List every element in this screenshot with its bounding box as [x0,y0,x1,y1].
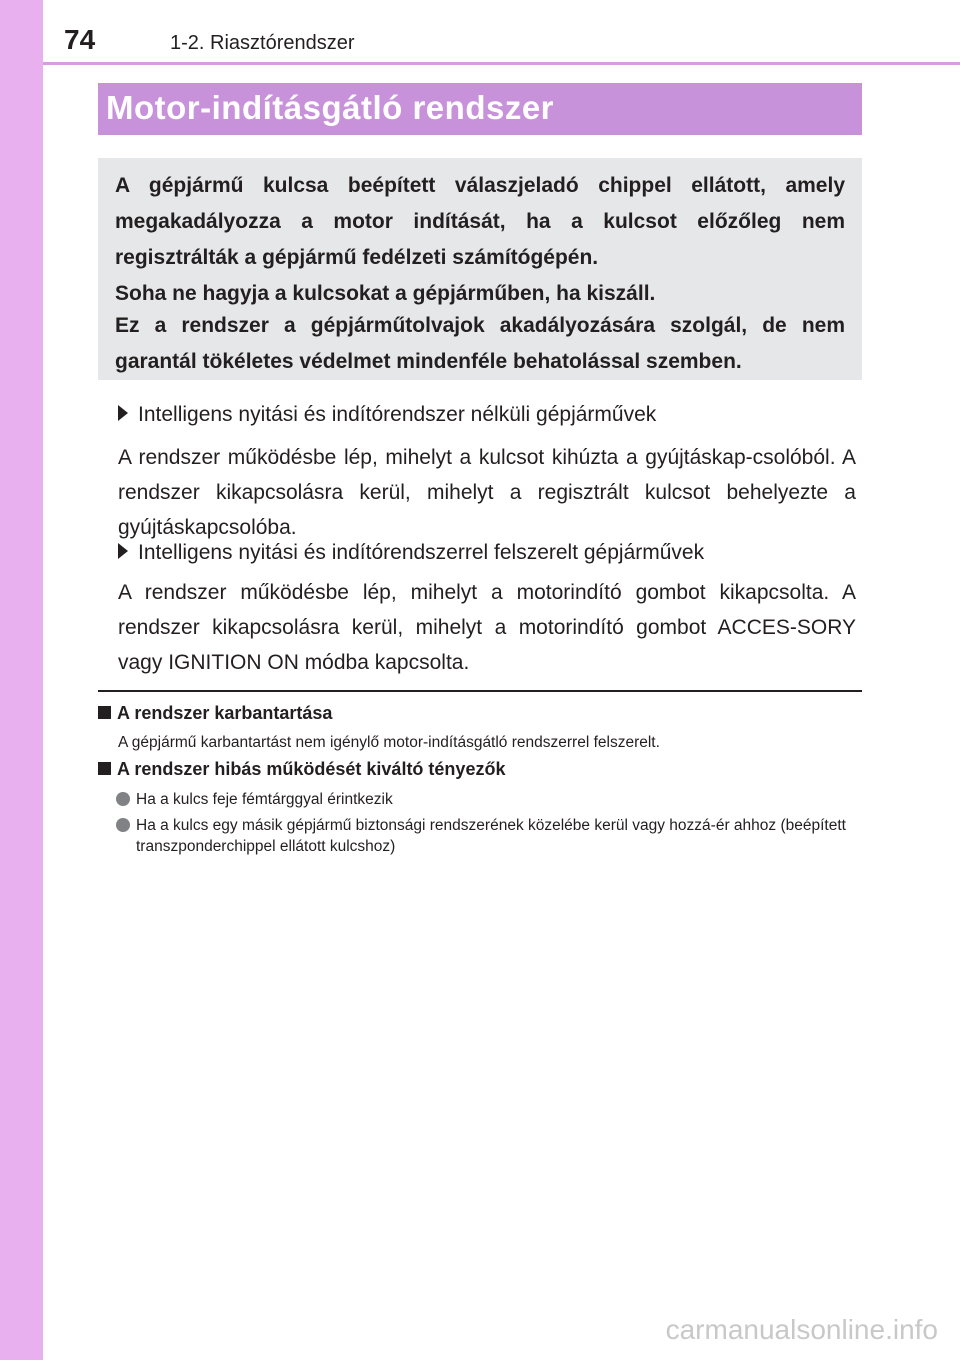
list-item [116,815,858,857]
subsection-heading [118,403,656,427]
page-title: Motor-indításgátló rendszer [106,89,555,126]
header-rule [43,62,960,65]
circle-bullet-icon [116,818,130,832]
note-heading-text: A rendszer karbantartása [117,703,333,723]
body-paragraph: A rendszer működésbe lép, mihelyt a motorindító gombot kikapcsolta. A rendszer kikapcsolásra kerül, mihelyt a motorindító gombot ACCES-SORY vagy IGNITION ON módba kapcsolta. [118,581,856,674]
circle-bullet-icon [116,792,130,806]
intro-box [98,158,862,380]
square-bullet-icon [98,762,111,775]
triangle-bullet-icon [118,405,128,421]
note-heading [98,759,505,780]
subsection-heading-text: Intelligens nyitási és indítórendszer nélküli gépjárművek [138,403,657,426]
intro-note: Ez a rendszer a gépjárműtolvajok akadályozására szolgál, de nem garantál tökéletes védelmet mindenféle behatolással szemben. [115,314,845,373]
intro-warning: Soha ne hagyja a kulcsokat a gépjárműben, ha kiszáll. [115,282,656,305]
section-title-bar [98,83,862,135]
list-item-text: Ha a kulcs feje fémtárggyal érintkezik [136,791,393,808]
page-number: 74 [64,24,96,55]
note-heading [98,703,332,724]
body-paragraph: A rendszer működésbe lép, mihelyt a kulcsot kihúzta a gyújtáskap-csolóból. A rendszer kikapcsolásra kerül, mihelyt a regisztrált kulcsot behelyezte a gyújtáskapcsolóba. [118,446,856,539]
intro-paragraph: A gépjármű kulcsa beépített válaszjeladó chippel ellátott, amely megakadályozza a motor indítását, ha a kulcsot előzőleg nem regisztrálták a gépjármű fedélzeti számítógépén. [115,174,845,269]
side-tab-bar [0,0,43,1360]
running-head: 1-2. Riasztórendszer [170,32,355,54]
list-item-text: Ha a kulcs egy másik gépjármű biztonsági rendszerének közelébe kerül vagy hozzá-ér ahhoz (beépített transzponderchippel ellátott kulcshoz) [136,817,846,855]
note-text: A gépjármű karbantartást nem igénylő motor-indításgátló rendszerrel felszerelt. [118,734,660,751]
list-item [116,789,858,810]
subsection-heading-text: Intelligens nyitási és indítórendszerrel felszerelt gépjárművek [138,541,705,564]
triangle-bullet-icon [118,543,128,559]
subsection-heading [118,541,704,565]
square-bullet-icon [98,706,111,719]
watermark: carmanualsonline.info [665,1314,938,1345]
divider [98,690,862,692]
note-heading-text: A rendszer hibás működését kiváltó tényezők [117,759,506,779]
